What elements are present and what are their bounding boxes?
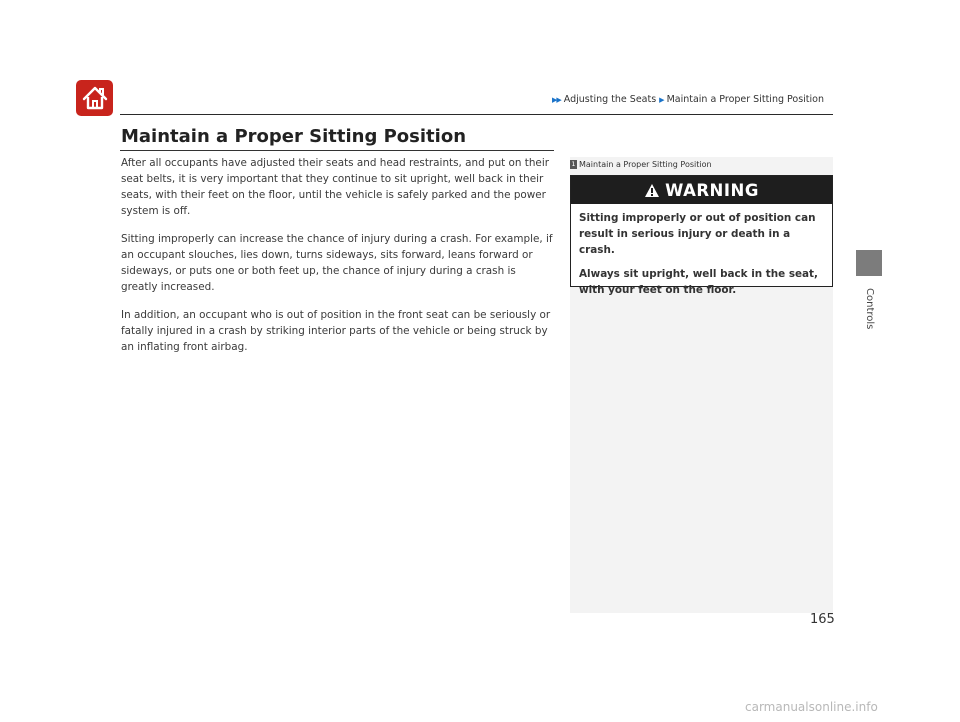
warning-header [571,176,832,204]
page-title: Maintain a Proper Sitting Position [121,126,467,147]
warning-triangle-icon [644,183,660,198]
main-body [121,155,553,367]
body-paragraph: After all occupants have adjusted their seats and head restraints, and put on their seat belts, it is very important that they continue to sit upright, well back in their seats, with their feet on the floor, until the vehicle is safely parked and the power system is off. [121,157,549,217]
warning-text [571,204,832,298]
home-icon [82,86,108,110]
body-paragraph: In addition, an occupant who is out of position in the front seat can be seriously or fatally injured in a crash by striking interior parts of the vehicle or being struck by an inflating front airbag. [121,309,551,353]
breadcrumb-arrow-icon: ▶▶ [552,95,561,104]
section-tab-label[interactable]: Controls [864,288,875,330]
section-tab-marker[interactable] [856,250,882,276]
home-button[interactable] [76,80,113,116]
warning-box [570,175,833,296]
header-divider [120,114,833,115]
breadcrumb-arrow-icon: ▶ [659,95,664,104]
breadcrumb-link-adjusting-seats[interactable]: Adjusting the Seats [563,94,657,105]
title-divider [120,150,554,151]
warning-label: WARNING [665,180,759,200]
side-note-title: Maintain a Proper Sitting Position [579,159,712,169]
breadcrumb-link-sitting-position[interactable]: Maintain a Proper Sitting Position [666,94,824,105]
page-number: 165 [810,612,835,627]
warning-line: Sitting improperly or out of position can result in serious injury or death in a crash. [579,212,816,256]
body-paragraph: Sitting improperly can increase the chance of injury during a crash. For example, if an occupant slouches, lies down, turns sideways, sits forward, leans forward or sideways, or puts one or both feet up, the chance of injury during a crash is greatly increased. [121,233,553,293]
note-marker: 1 [571,159,576,168]
side-note-header [570,157,833,171]
watermark: carmanualsonline.info [745,700,878,714]
breadcrumb [552,94,824,105]
side-note-panel [570,157,833,613]
warning-line: Always sit upright, well back in the seat, with your feet on the floor. [579,268,818,296]
